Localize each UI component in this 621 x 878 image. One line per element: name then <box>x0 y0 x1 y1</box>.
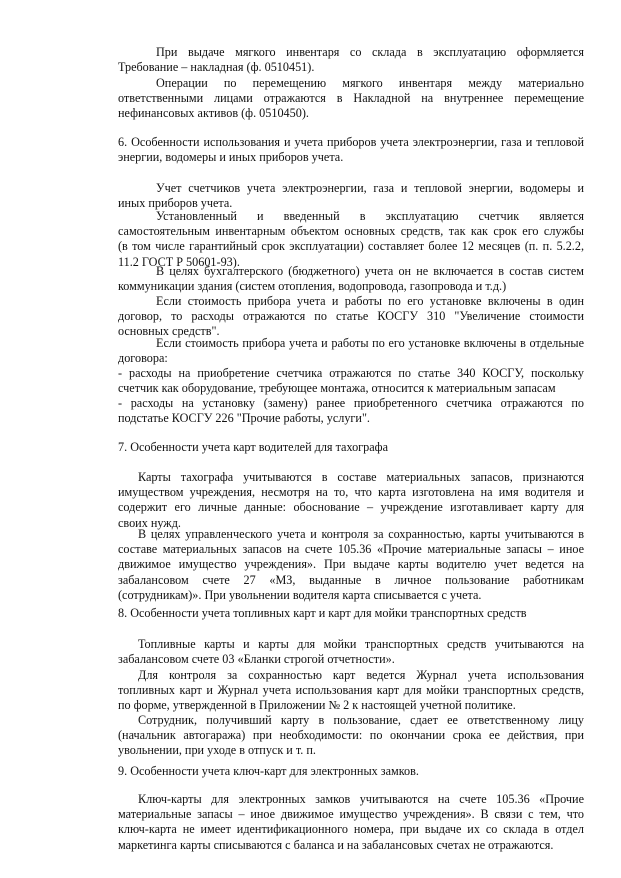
text-line: увольнении, при уходе в отпуск и т. п. <box>118 743 316 758</box>
text-line: В целях управленческого учета и контроля за сохранностью, карты учитываются в <box>138 527 584 541</box>
section-6-paragraph-4 <box>118 294 584 340</box>
text-line: договора: <box>118 351 168 366</box>
heading-line: энергии, водомеры и иных приборов учета. <box>118 150 344 165</box>
soft-inventory-paragraph-1 <box>118 45 584 75</box>
soft-inventory-paragraph-2 <box>118 76 584 122</box>
section-6-paragraph-5 <box>118 336 584 366</box>
section-6-paragraph-2 <box>118 209 584 270</box>
text-line: материальные запасы – иное движимое имущество учреждения». В связи с тем, что <box>118 807 584 822</box>
text-line: Если стоимость прибора учета и работы по его установке включены в один <box>156 294 584 308</box>
text-line: Операции по перемещению мягкого инвентаря между материально <box>156 76 584 90</box>
text-line: договор, то расходы отражаются по статье КОСГУ 310 "Увеличение стоимости <box>118 309 584 324</box>
text-line: Топливные карты и карты для мойки транспортных средств учитываются на <box>138 637 584 651</box>
text-line: Сотрудник, получивший карту в пользование, сдает ее ответственному лицу <box>138 713 584 727</box>
text-line: (в том числе гарантийный срок эксплуатации) составляет более 12 месяцев (п. п. 5.2.2, <box>118 239 584 254</box>
text-line: Установленный и введенный в эксплуатацию счетчик является <box>156 209 584 223</box>
text-line: забалансовом счете 03 «Бланки строгой отчетности». <box>118 652 395 667</box>
text-line: - расходы на установку (замену) ранее приобретенного счетчика отражаются по <box>118 396 584 410</box>
text-line: основных средств". <box>118 324 220 339</box>
text-line: маркетинга карты списываются с баланса и на забалансовых счетах не отражаются. <box>118 837 554 852</box>
section-7-paragraph-1 <box>118 470 584 531</box>
section-8-paragraph-2 <box>118 668 584 714</box>
text-line: подстатье КОСГУ 226 "Прочие работы, услуги". <box>118 411 370 426</box>
section-7-paragraph-2 <box>118 527 584 603</box>
section-8-paragraph-1 <box>118 637 584 667</box>
text-line: 11.2 ГОСТ Р 50601-93). <box>118 254 240 269</box>
text-line: (сотрудникам)». При увольнении водителя карта списывается с учета. <box>118 587 482 602</box>
text-line: забалансовом счете 27 «МЗ, выданные в личное пользование работникам <box>118 572 584 587</box>
section-8-heading: 8. Особенности учета топливных карт и карт для мойки транспортных средств <box>118 606 527 620</box>
text-line: Карты тахографа учитываются в составе материальных запасов, признаются <box>138 470 584 484</box>
section-6-paragraph-3 <box>118 264 584 294</box>
text-line: содержит его личные данные: обоснование – учреждение изготавливает карту для <box>118 500 584 515</box>
text-line: имуществом учреждения, несмотря на то, что карта изготовлена на имя водителя и <box>118 485 584 500</box>
text-line: по форме, утвержденной в Приложении № 2 к настоящей учетной политике. <box>118 698 516 713</box>
section-9-paragraph-1 <box>118 792 584 853</box>
text-line: При выдаче мягкого инвентаря со склада в эксплуатацию оформляется <box>156 45 584 59</box>
section-7-heading: 7. Особенности учета карт водителей для тахографа <box>118 440 388 454</box>
text-line: Ключ-карты для электронных замков учитываются на счете 105.36 «Прочие <box>138 792 584 806</box>
text-line: иных приборов учета. <box>118 196 233 211</box>
section-9-heading: 9. Особенности учета ключ-карт для электронных замков. <box>118 764 419 778</box>
text-line: ответственными лицами отражаются в Накладной на внутреннее перемещение <box>118 91 584 106</box>
text-line: (начальник автогаража) при необходимости: по окончании срока ее действия, при <box>118 728 584 743</box>
text-line: коммуникации здания (систем отопления, водопровода, газопровода и т.д.) <box>118 279 507 294</box>
section-6-heading <box>118 135 584 165</box>
text-line: составе материальных запасов на счете 105.36 «Прочие материальные запасы – иное <box>118 542 584 557</box>
text-line: топливных карт и Журнал учета использования карт для мойки транспортных средств, <box>118 683 584 698</box>
section-8-paragraph-3 <box>118 713 584 759</box>
text-line: Для контроля за сохранностью карт ведется Журнал учета использования <box>138 668 584 682</box>
text-line: движимое имущество учреждения». При выдаче карты водителю учет ведется на <box>118 557 584 572</box>
section-6-bullet-1 <box>118 366 584 396</box>
text-line: самостоятельным инвентарным объектом основных средств, так как срок его службы <box>118 224 584 239</box>
text-line: - расходы на приобретение счетчика отражаются по статье 340 КОСГУ, поскольку <box>118 366 584 380</box>
text-line: счетчик как оборудование, требующее монтажа, относится к материальным запасам <box>118 381 556 396</box>
text-line: ключ-карта не имеет идентификационного номера, при выдаче их со склада в отдел <box>118 822 584 837</box>
heading-line: 6. Особенности использования и учета приборов учета электроэнергии, газа и тепловой <box>118 135 584 149</box>
text-line: Учет счетчиков учета электроэнергии, газа и тепловой энергии, водомеры и <box>156 181 584 195</box>
section-6-paragraph-1 <box>118 181 584 211</box>
text-line: нефинансовых активов (ф. 0510450). <box>118 106 309 121</box>
text-line: Если стоимость прибора учета и работы по его установке включены в отдельные <box>156 336 584 350</box>
text-line: В целях бухгалтерского (бюджетного) учета он не включается в состав систем <box>156 264 584 278</box>
section-6-bullet-2 <box>118 396 584 426</box>
text-line: своих нужд. <box>118 515 181 530</box>
text-line: Требование – накладная (ф. 0510451). <box>118 60 315 75</box>
